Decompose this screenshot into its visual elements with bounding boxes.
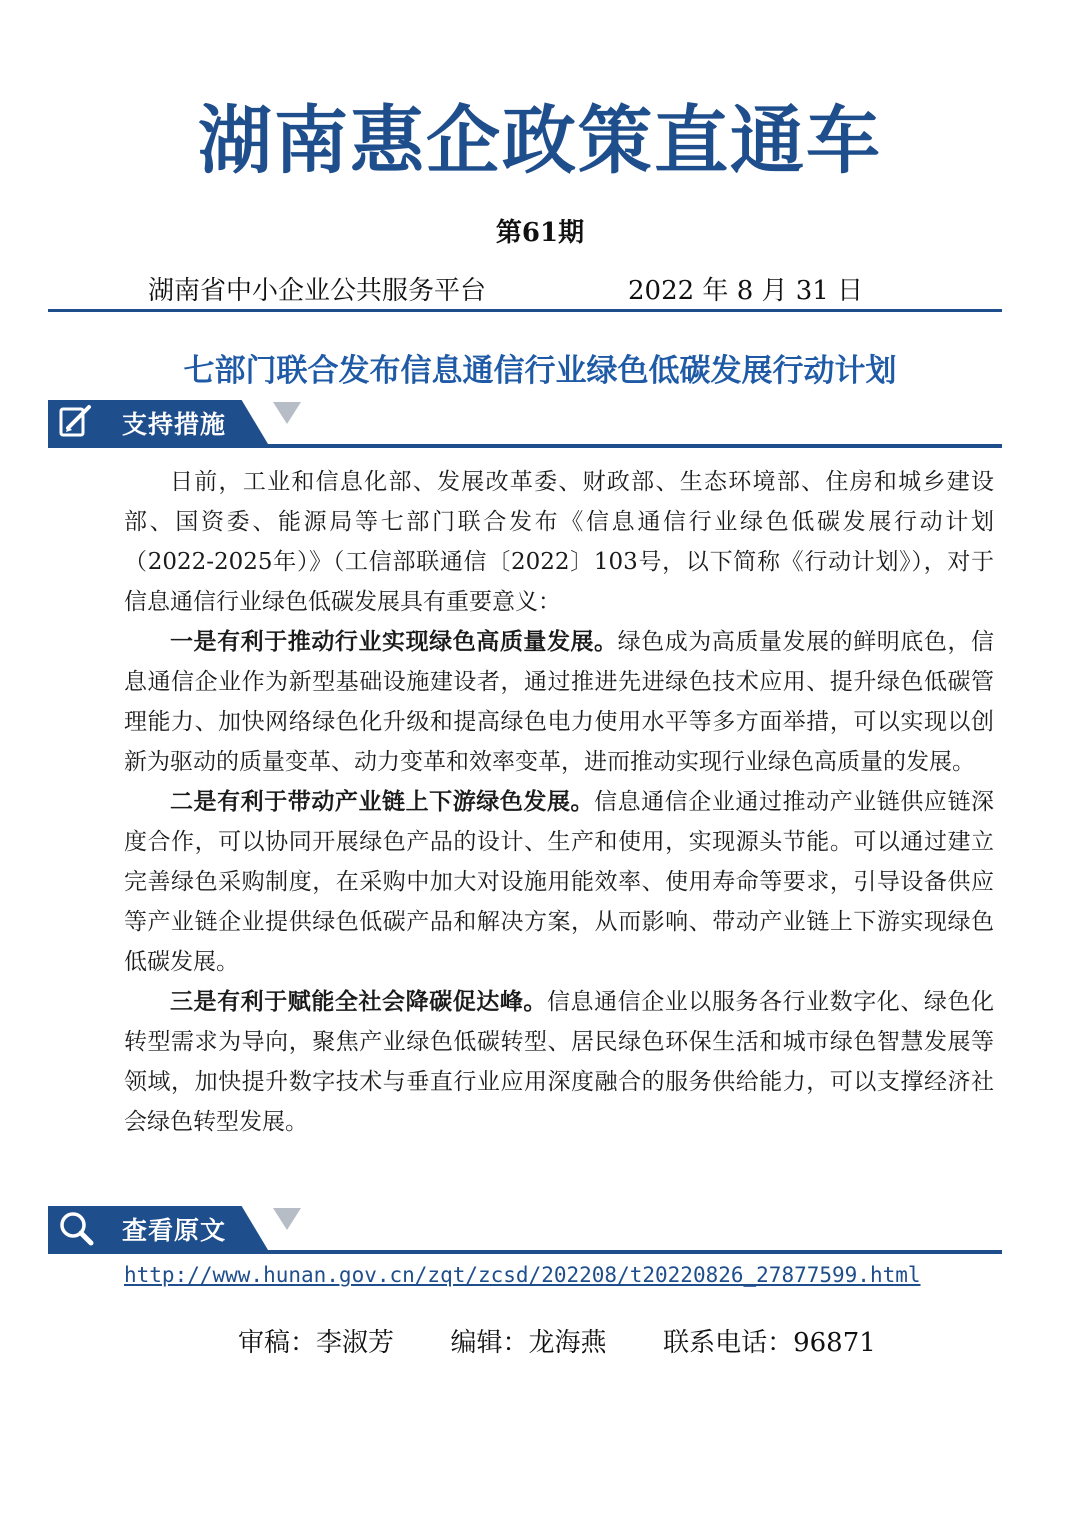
reviewer: 审稿：李淑芳 bbox=[238, 1328, 395, 1358]
credits-line bbox=[238, 1322, 876, 1359]
source-link[interactable]: http://www.hunan.gov.cn/zqt/zcsd/202208/t20220826_27877599.html bbox=[124, 1263, 921, 1287]
section-underline bbox=[48, 444, 1002, 448]
section-underline bbox=[48, 1250, 1002, 1254]
point-lead: 一是有利于推动行业实现绿色高质量发展。 bbox=[170, 628, 618, 655]
intro-paragraph: 日前，工业和信息化部、发展改革委、财政部、生态环境部、住房和城乡建设部、国资委、能源局等七部门联合发布《信息通信行业绿色低碳发展行动计划（2022-2025年）》（工信部联通信〔2022〕103号，以下简称《行动计划》），对于信息通信行业绿色低碳发展具有重要意义： bbox=[124, 469, 994, 615]
section-tab-triangle bbox=[273, 402, 301, 424]
pen-notepad-icon bbox=[56, 404, 96, 440]
point-lead: 二是有利于带动产业链上下游绿色发展。 bbox=[170, 788, 595, 815]
editor: 编辑：龙海燕 bbox=[450, 1328, 607, 1358]
section-header-support-measures bbox=[48, 400, 1002, 448]
issue-number: 第61期 bbox=[495, 218, 585, 248]
point-paragraph-2 bbox=[124, 782, 994, 982]
section-label: 支持措施 bbox=[122, 410, 227, 439]
section-header-view-original bbox=[48, 1206, 1002, 1254]
point-paragraph-1 bbox=[124, 622, 994, 782]
masthead-title: 湖南惠企政策直通车 bbox=[198, 98, 882, 184]
publish-date: 2022 年 8 月 31 日 bbox=[628, 276, 864, 306]
point-text: 绿色成为高质量发展的鲜明底色，信息通信企业作为新型基础设施建设者，通过推进先进绿色技术应用、提升绿色低碳管理能力、加快网络绿色化升级和提高绿色电力使用水平等多方面举措，可以实现以创新为驱动的质量变革、动力变革和效率变革，进而推动实现行业绿色高质量的发展。 bbox=[124, 629, 995, 775]
point-text: 信息通信企业通过推动产业链供应链深度合作，可以协同开展绿色产品的设计、生产和使用，实现源头节能。可以通过建立完善绿色采购制度，在采购中加大对设施用能效率、使用寿命等要求，引导设备供应等产业链企业提供绿色低碳产品和解决方案，从而影响、带动产业链上下游实现绿色低碳发展。 bbox=[124, 789, 995, 975]
contact-phone: 联系电话：96871 bbox=[663, 1328, 876, 1358]
article-headline: 七部门联合发布信息通信行业绿色低碳发展行动计划 bbox=[183, 353, 897, 389]
point-lead: 三是有利于赋能全社会降碳促达峰。 bbox=[170, 988, 547, 1015]
magnifier-icon bbox=[56, 1210, 96, 1246]
article-body bbox=[124, 462, 994, 1142]
section-label: 查看原文 bbox=[122, 1216, 227, 1245]
section-tab-triangle bbox=[273, 1208, 301, 1230]
point-paragraph-3 bbox=[124, 982, 994, 1142]
header-divider bbox=[48, 309, 1002, 312]
publisher-name: 湖南省中小企业公共服务平台 bbox=[148, 276, 487, 306]
point-text: 信息通信企业以服务各行业数字化、绿色化转型需求为导向，聚焦产业绿色低碳转型、居民绿色环保生活和城市绿色智慧发展等领域，加快提升数字技术与垂直行业应用深度融合的服务供给能力，可以支撑经济社会绿色转型发展。 bbox=[124, 989, 995, 1135]
